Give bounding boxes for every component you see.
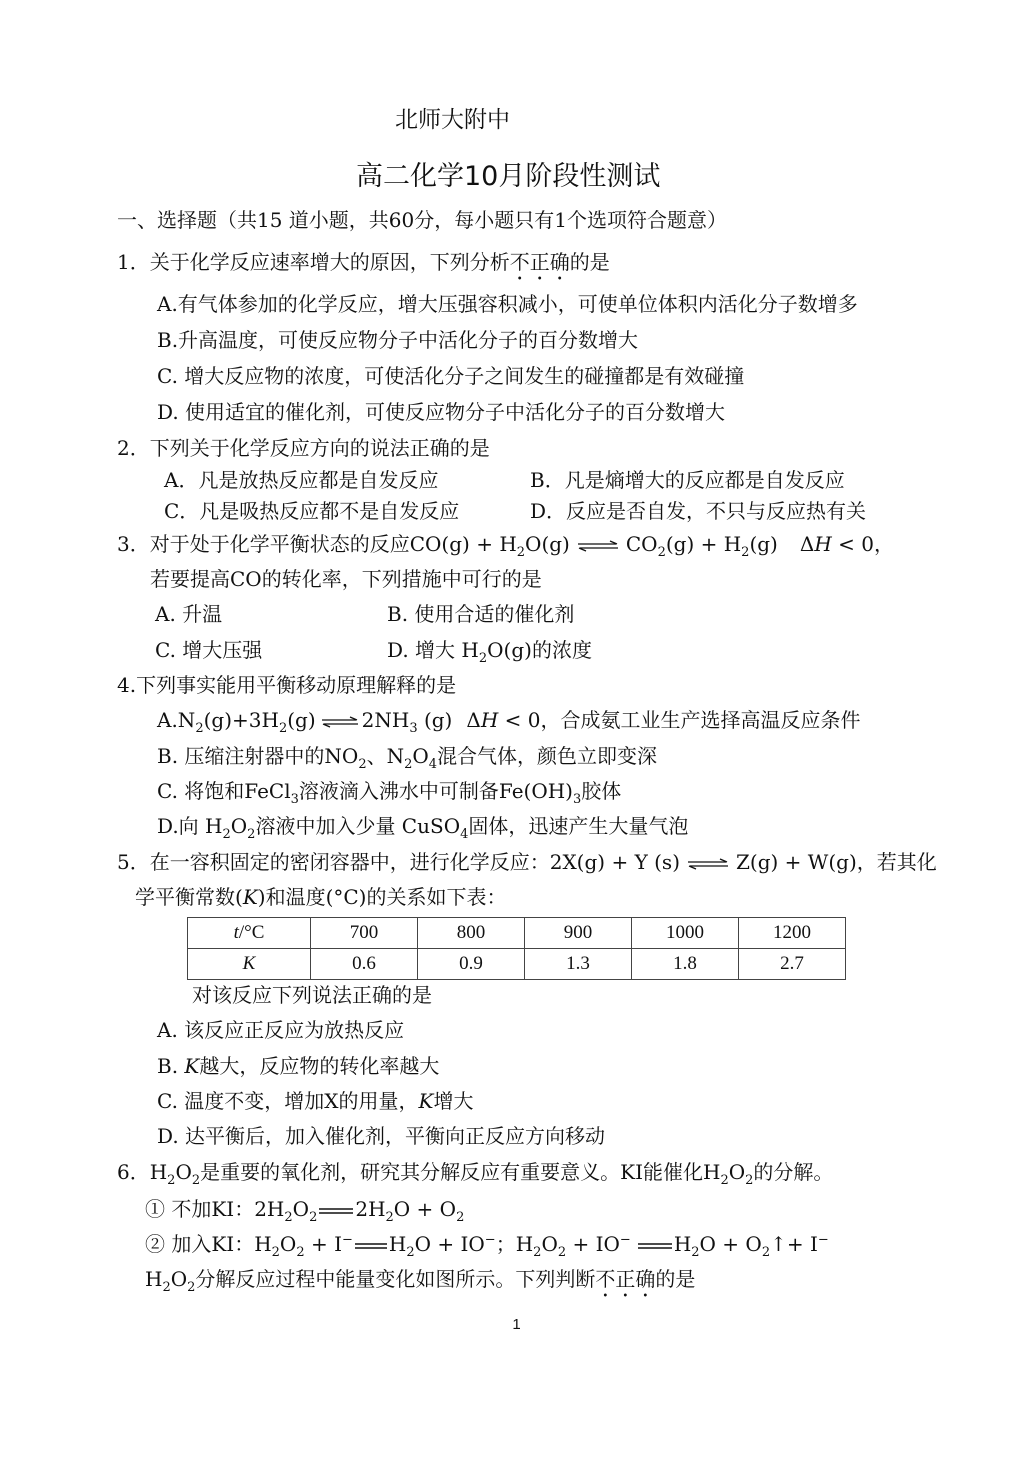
q1-option-c: C. 增大反应物的浓度，可使活化分子之间发生的碰撞都是有效碰撞 xyxy=(157,364,745,388)
q3-option-c: C. 增大压强 xyxy=(155,638,263,662)
page-title: 高二化学10月阶段性测试 xyxy=(356,161,661,192)
q4-option-a: $A.N_2(g)+3H_2(g)$ $2NH_3$ (g) ΔH < 0，合成氨工业生产选择高温反应条件 xyxy=(157,708,861,736)
q3-enthalpy: ΔH < 0， xyxy=(799,532,894,556)
question-1-stem xyxy=(117,248,610,285)
equilibrium-constant-table xyxy=(187,917,846,980)
section-heading: 一、选择题（共15 道小题，共60分，每小题只有1个选项符合题意） xyxy=(117,208,727,232)
equilibrium-arrow-icon xyxy=(576,540,620,552)
q4-option-c: C. 将饱和FeCl$_3$溶液滴入沸水中可制备$Fe(OH)_3$胶体 xyxy=(157,779,622,807)
question-5-stem: 5．在一容积固定的密闭容器中，进行化学反应：2X(g) + Y (s) Z(g) + W(g)，若其化 xyxy=(117,850,937,874)
question-2-stem: 2．下列关于化学反应方向的说法正确的是 xyxy=(117,436,490,460)
q2-option-c: C．凡是吸热反应都不是自发反应 xyxy=(164,499,460,523)
table-cell: 700 xyxy=(311,918,418,949)
table-cell: 1200 xyxy=(739,918,846,949)
q5-option-a: A. 该反应正反应为放热反应 xyxy=(157,1018,405,1042)
q1-option-d: D. 使用适宜的催化剂，可使反应物分子中活化分子的百分数增大 xyxy=(157,400,726,424)
q1-stem-emphasis: 不正确 xyxy=(509,250,570,274)
question-6-stem: 6．$H_2O_2$是重要的氧化剂，研究其分解反应有重要意义。KI能催化$H_2O_2$的分解。 xyxy=(117,1160,834,1188)
q3-option-d: D. 增大 $H_2O(g)$的浓度 xyxy=(387,638,592,666)
table-cell: 800 xyxy=(418,918,525,949)
q3-option-b: B. 使用合适的催化剂 xyxy=(387,602,575,626)
table-header-k: K xyxy=(188,949,311,980)
table-row xyxy=(188,918,846,949)
q5-option-b: B. K越大，反应物的转化率越大 xyxy=(157,1054,440,1078)
equilibrium-arrow-icon xyxy=(320,716,360,728)
q4-option-b: B. 压缩注射器中的$NO_2$、$N_2O_4$混合气体，颜色立即变深 xyxy=(157,744,658,772)
q5-option-d: D. 达平衡后，加入催化剂，平衡向正反应方向移动 xyxy=(157,1124,606,1148)
q6-reaction-1: ① 不加KI：$2H_2O_2$ $2H_2O + O_2$ xyxy=(145,1197,465,1225)
table-cell: 900 xyxy=(525,918,632,949)
q6-reaction-2: ② 加入KI：$H_2O_2 + I^-$ $H_2O + IO^-$；$H_2O_2 + IO^-$ $H_2O$ + $O_2↑+ I^-$ xyxy=(145,1232,829,1260)
q3-stem-pre: 3．对于处于化学平衡状态的反应 xyxy=(117,532,410,556)
q1-stem-post: 的是 xyxy=(569,250,610,274)
q6-stem-last: $H_2O_2$分解反应过程中能量变化如图所示。下列判断不正确的是 xyxy=(145,1267,696,1295)
equilibrium-arrow-icon xyxy=(686,858,730,870)
q2-option-b: B．凡是熵增大的反应都是自发反应 xyxy=(530,468,845,492)
question-4-stem: 4.下列事实能用平衡移动原理解释的是 xyxy=(117,673,457,697)
q5-lead: 对该反应下列说法正确的是 xyxy=(192,983,432,1007)
table-cell: 0.6 xyxy=(311,949,418,980)
q4-option-d: D.向 $H_2O_2$溶液中加入少量 CuSO$_4$固体，迅速产生大量气泡 xyxy=(157,814,689,842)
table-cell: 2.7 xyxy=(739,949,846,980)
page-number: 1 xyxy=(512,1316,521,1333)
question-3-stem-2: 若要提高CO的转化率，下列措施中可行的是 xyxy=(150,567,542,591)
table-cell: 1000 xyxy=(632,918,739,949)
q1-option-b: B.升高温度，可使反应物分子中活化分子的百分数增大 xyxy=(157,328,639,352)
q3-option-a: A. 升温 xyxy=(155,602,223,626)
question-5-stem-2: 学平衡常数(K)和温度(°C)的关系如下表： xyxy=(135,885,507,909)
question-3-stem xyxy=(117,530,894,558)
q1-option-a: A.有气体参加的化学反应，增大压强容积减小，可使单位体积内活化分子数增多 xyxy=(157,292,858,316)
table-row xyxy=(188,949,846,980)
q5-option-c: C. 温度不变，增加X的用量，K增大 xyxy=(157,1089,474,1113)
q3-reactants: $CO(g) + H_2O(g)$ xyxy=(409,532,570,560)
table-cell: 1.3 xyxy=(525,949,632,980)
q3-products: $CO_2(g) + H_2(g)$ xyxy=(625,532,778,560)
table-cell: 0.9 xyxy=(418,949,525,980)
equals-sign-icon xyxy=(637,1241,673,1251)
table-cell: 1.8 xyxy=(632,949,739,980)
equals-sign-icon xyxy=(318,1206,354,1216)
equals-sign-icon xyxy=(354,1241,388,1251)
q1-stem-pre: 1．关于化学反应速率增大的原因，下列分析 xyxy=(117,250,510,274)
q2-option-a: A．凡是放热反应都是自发反应 xyxy=(164,468,439,492)
q2-option-d: D．反应是否自发，不只与反应热有关 xyxy=(530,499,867,523)
table-header-temperature: t/°C xyxy=(188,918,311,949)
school-name: 北师大附中 xyxy=(395,107,510,133)
